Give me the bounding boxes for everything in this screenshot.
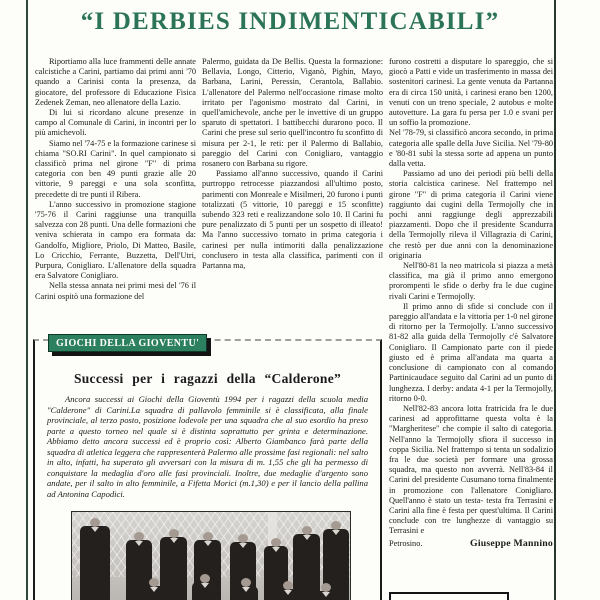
paragraph: Nel '78-79, si classificò ancora secondo, in prima categoria alle spalle della Juve Sicilia. Nel '79-80 e '80-81 subì la stessa sorte ad appena un punto dalla vetta. (389, 128, 553, 169)
article-title: “I DERBIES INDIMENTICABILI” (80, 8, 500, 35)
paragraph: Il primo anno di sfide si conclude con il pareggio all'andata e la vittoria per 1-0 nel girone di ritorno per la Termojolly. L'anno successivo 81-82 alla guida della Termojolly c'è Salvatore Conigliaro. Il Campionato parte con il piede giusto ed è prima all'andata ma quarta a conclusione di campionato con al comando Partinicaudace seguito dal Carini ad un punto di lunghezza. I derby: andata 4-1 per la Termojolly, ritorno 0-0. (389, 301, 553, 403)
section-header-giochi (48, 334, 207, 352)
person-silhouette (234, 586, 258, 600)
paragraph: Nell'82-83 ancora lotta fratricida fra le due carinesi ad approfittarne questa volta è la "Margheritese" che compie il salto di categoria. Nell'anno la Termojolly sfiora il successo in coppa Sicilia. Nel frattempo si tenta un sodalizio fra le due società per formare una grossa squadra, ma questo non avverrà. Nell'83-84 il Carini del presidente Cusumano torna finalmente in promozione con l'allenatore Conigliaro. Quell'anno è stato un testa- testa fra Terrasini e Carini alla fine è festa per quest'ultima. Il Carini conclude con tre lunghezze di vantaggio su Terrasini e (389, 403, 553, 536)
paragraph: Nella stessa annata nei primi mesi del '76 il Carini ospitò una formazione del (35, 281, 196, 301)
left-page-rule (26, 0, 28, 600)
right-page-rule (554, 0, 556, 600)
paragraph: Passiamo all'anno successivo, quando il Carini purtroppo retrocesse piazzandosi all'ultimo posto, parimenti con Monreale e Misilmeri, 20 furono i punti totalizzati (5 vittorie, 10 pareggi e 15 sconfitte) subendo 323 reti e realizzandone solo 10. Il Carini fu pure penalizzato di 5 punti per un sospetto di illeato! Ma l'anno successivo tornato in prima categoria i carinesi per nulla intimoriti dalla penalizzazione conclusero in testa alla classifica, parimenti con il Partanna ma, (202, 169, 383, 271)
author-signature: Giuseppe Mannino (470, 537, 553, 549)
calderone-body: Ancora successi ai Giochi della Gioventù 1994 per i ragazzi della scuola media "Calderone" di Carini.La squadra di pallavolo femminile si è classificata, alla finale provinciale, al terzo posto, posizione lodevole per una squadra che al suo esordio ha preso parte a questo torneo nel quale si è distinta soprattutto per grinta e determinazione. Abbiamo detto ancora successi ed è proprio così: Alberto Giambanco farà parte della squadra di atletica leggera che rappresenterà Palermo alle prossime fasi regionali: nel salto in alto, infatti, ha superato gli avversari con la misura di m. 1,55 che gli ha permesso di conquistare la medaglia d'oro alle fasi provinciali. Inoltre, due medaglie d'argento sono andate, per il salto in alto femminile, a Fifetta Morici (m.1,30) e per il lancio della pallina ad Antonina Capodici. (47, 394, 368, 499)
team-photo (71, 511, 351, 600)
article-column-3 (389, 57, 553, 549)
bottom-cut-box (389, 592, 509, 600)
paragraph: Nell'80-81 la neo matricola si piazza a metà classifica, ma già il primo anno emergono prorompenti le sfide o derby fra le due cugine rivali Carini e Termojolly. (389, 261, 553, 301)
signature-row (389, 538, 553, 549)
paragraph-end: Petrosino. (389, 538, 423, 548)
section-header-label: GIOCHI DELLA GIOVENTU' (56, 338, 200, 349)
article-column-1 (35, 57, 196, 302)
person-silhouette (192, 582, 218, 600)
calderone-headline: Successi per i ragazzi della “Calderone” (73, 371, 342, 386)
paragraph: Siamo nel '74-75 e la formazione carinese si chiama "SO.RI Carini". In quel campionato si classificò prima nel girone "F" di prima categoria con ben 49 punti grazie alle 20 vittorie, 9 pareggi e una sola sconfitta, precedette di tre punti il Ribera. (35, 138, 196, 199)
paragraph: Riportiamo alla luce frammenti delle annate calcistiche a Carini, partiamo dai primi anni '70 quando a Carinisi conta la presenza, da giocatore, del professore di Educazione Fisica Zedenek Zeman, neo allenatore della Lazio. (35, 57, 196, 107)
calderone-article-box (33, 339, 382, 600)
paragraph: L'anno successivo in promozione stagione '75-76 il Carini raggiunse una tranquilla salvezza con 28 punti. Una delle formazioni che veniva schierata in campo era formata da: Gandolfo, Migliore, Priolo, Di Matteo, Basile, Lo Cricchio, Ferrante, Buzzetta, Dell'Utri, Purpura, Conigliaro. L'allenatore della squadra era Salvatore Conigliaro. (35, 199, 196, 281)
person-silhouette (142, 586, 166, 600)
paragraph: Palermo, guidata da De Bellis. Questa la formazione: Bellavia, Longo, Citterio, Viganò, Pighin, Mayo, Barbana, Larini, Peressin, Cerantola, Ballabio. L'allenatore del Palermo nell'occasione rimase molto irritato per l'agonismo mostrato dal Carini, in quell'amichevole, anche per le invettive di un gruppo sparuto di spettatori. I battibecchi durarono poco. Il Carini che prese sul serio quell'incontro fu sconfitto di misura per 2-1, le reti: per il Palermo di Ballabio, pareggio del Carini con Conigliaro, vantaggio rosanero con Barbana su rigore. (202, 57, 383, 169)
paragraph: Passiamo ad uno dei periodi più belli della storia calcistica carinese. Nel frattempo nel girone "F" di prima categoria il Carini viene raggiunto dai cugini della Termojolly che in pochi anni raggiunge degli apprezzabili piazzamenti. Dopo che il presidente Scandurra della Termojolly rileva il Villagrazia di Carini, che restò per due anni con la denominazione originaria (389, 169, 553, 260)
person-silhouette (314, 591, 338, 600)
paragraph: Di lui si ricordano alcune presenze in campo al Comunale di Carini, in incontri per lo più amichevoli. (35, 108, 196, 138)
person-silhouette (276, 589, 300, 600)
paragraph: furono costretti a disputare lo spareggio, che si giocò a Patti e vide un trasferimento in massa dei sostenitori carinesi. La gente venuta da Partanna era di circa 150 unità, i carinesi erano ben 1200, venuti con un treno speciale, 2 autobus e molte autovetture. La gara fu persa per 1.0 e svani per un soffio la promozione. (389, 57, 553, 128)
article-column-2 (202, 57, 383, 271)
person-silhouette (80, 526, 110, 600)
